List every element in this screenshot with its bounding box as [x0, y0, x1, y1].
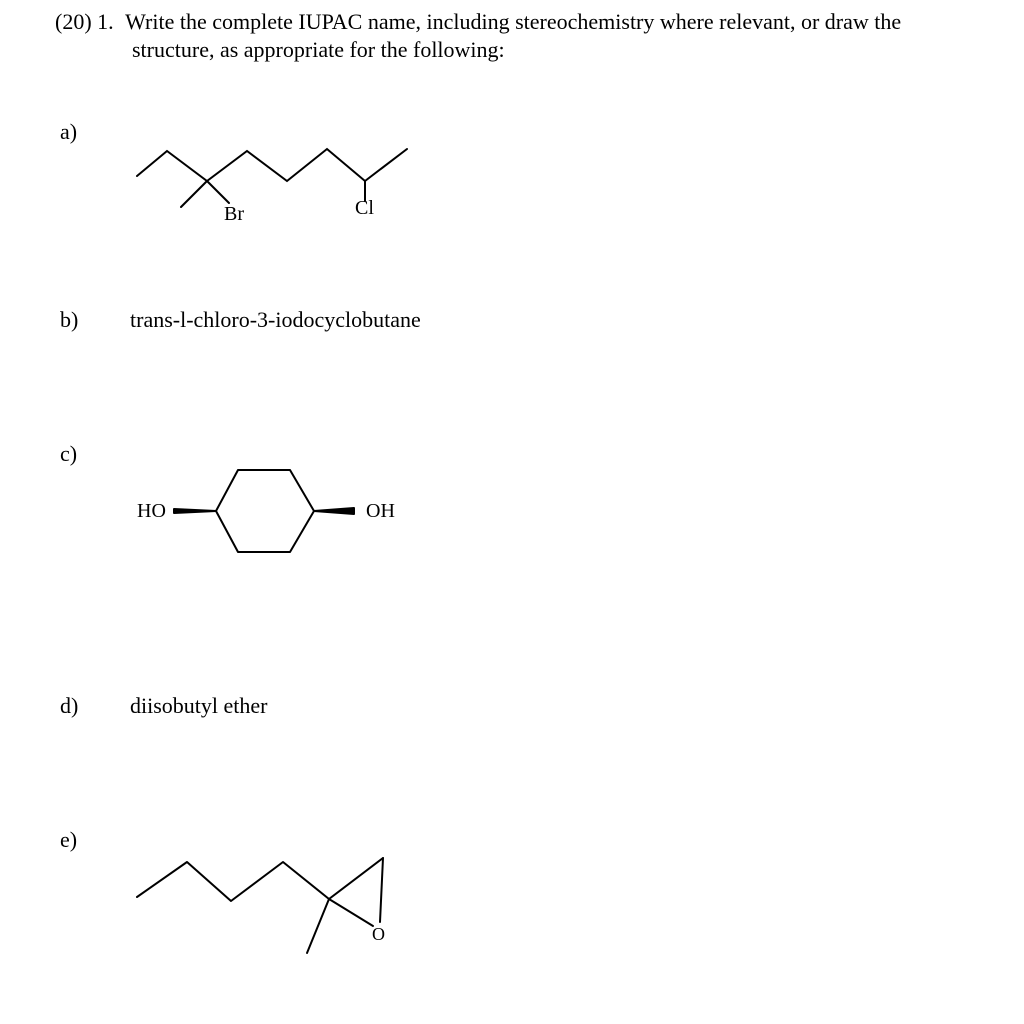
part-e-oxygen-label: O: [372, 924, 385, 944]
part-e-ring-bond-c-o: [380, 858, 383, 922]
part-a-methyl-branch: [181, 181, 207, 207]
part-a-chlorine-label: Cl: [355, 197, 374, 219]
part-c-right-hydroxyl-label: OH: [366, 500, 395, 522]
part-a-label: a): [60, 119, 78, 144]
question-points: (20): [55, 9, 92, 34]
part-d-compound-name: diisobutyl ether: [130, 693, 268, 718]
part-a-bromine-label: Br: [224, 203, 244, 225]
part-e-label: e): [60, 827, 78, 852]
part-c-cyclohexane-ring: [216, 470, 314, 552]
part-a-br-bond: [207, 181, 229, 203]
part-e-structure: [137, 858, 383, 953]
question-number: 1.: [97, 9, 114, 34]
part-d-label: d): [60, 693, 79, 718]
question-text-line1: Write the complete IUPAC name, including stereochemistry where relevant, or draw the: [125, 9, 902, 34]
part-b-compound-name: trans-l-chloro-3-iodocyclobutane: [130, 307, 421, 332]
part-e-ring-bond-c-o2: [329, 899, 373, 926]
question-text-line2: structure, as appropriate for the following:: [132, 37, 505, 62]
part-e-methyl-branch: [307, 899, 329, 953]
part-a-main-chain: [137, 149, 407, 181]
part-c-right-wedge-bond: [314, 508, 354, 514]
part-b-label: b): [60, 307, 79, 332]
part-e-ring-bond-c-c: [329, 858, 383, 899]
part-c-structure: [174, 470, 354, 552]
part-c-label: c): [60, 441, 78, 466]
part-c-left-wedge-bond: [174, 509, 216, 513]
part-e-chain: [137, 862, 329, 901]
part-c-left-hydroxyl-label: HO: [137, 500, 166, 522]
